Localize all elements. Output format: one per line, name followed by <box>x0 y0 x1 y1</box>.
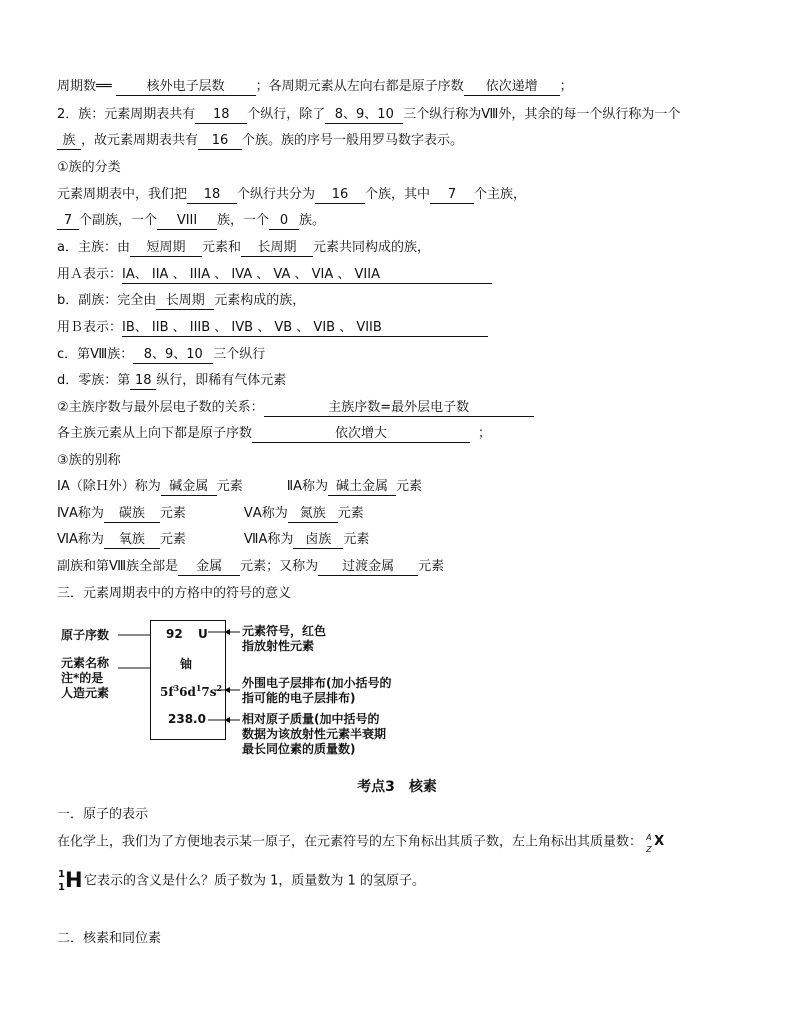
line-atomic-number-trend: 各主族元素从上向下都是原子序数 依次增大 ； <box>57 426 492 441</box>
line-subgroup-symbols: 用Ｂ表示：ⅠB、 IIB 、 IIIB 、 IVB 、 VB 、 VIB 、 VIIB <box>57 319 488 337</box>
cell-electron-config: $5f^36d^17s^2$ <box>160 683 223 699</box>
nuclide-symbol: A Z X <box>646 833 665 854</box>
section-cell-meaning: 三．元素周期表中的方格中的符号的意义 <box>57 586 292 601</box>
line-alias-3: ⅥA称为 氧族 元素 ⅦA称为 卤族 元素 <box>57 532 370 547</box>
line-atom-notation-desc: 在化学上，我们为了方便地表示某一原子，在元素符号的左下角标出其质子数，左上角标出其质量数： A Z X <box>57 833 668 852</box>
line-zero-group: d．零族：第 18 纵行，即稀有气体元素 <box>57 373 287 388</box>
line-alias-2: ⅣA称为 碳族 元素 ⅤA称为 氮族 元素 <box>57 506 364 521</box>
section-nuclide-isotope: 二．核素和同位素 <box>57 931 162 946</box>
line-subgroup-count: 7 个副族，一个 VIII 族，一个 0 族。 <box>57 212 325 230</box>
cell-atomic-mass: 238.0 <box>168 712 206 726</box>
note-symbol: 元素符号，红色 指放射性元素 <box>242 624 327 653</box>
line-subgroup: b．副族：完全由 长周期 元素构成的族， <box>57 293 306 308</box>
blank-electron-shells: 核外电子层数 <box>116 79 256 96</box>
section-group-classification: ①族的分类 <box>57 160 121 175</box>
label-atomic-number: 原子序数 <box>61 628 110 642</box>
blank-increasing: 依次递增 <box>464 79 560 96</box>
heading-nuclide: 考点3 核素 <box>357 779 437 795</box>
hydrogen-nuclide: 1 1 H <box>58 868 83 893</box>
line-group-division: 元素周期表中，我们把 18 个纵行共分为 16 个族，其中 7 个主族， <box>57 187 527 202</box>
line-period-number: 周期数══ 核外电子层数 ；各周期元素从左向右都是原子序数 依次递增 ； <box>57 79 573 94</box>
section-atom-notation: 一．原子的表示 <box>57 807 149 822</box>
section-group-aliases: ③族的别称 <box>57 453 121 468</box>
cell-symbol: U <box>198 627 208 641</box>
line-alias-1: ⅠA（除Ｈ外）称为 碱金属 元素 ⅡA称为 碱土金属 元素 <box>57 479 423 494</box>
cell-atomic-number: 92 <box>166 627 183 641</box>
line-group-viii: c．第Ⅷ族： 8、9、10 三个纵行 <box>57 347 266 362</box>
line-main-group: a．主族：由 短周期 元素和 长周期 元素共同构成的族， <box>57 240 430 255</box>
line-hydrogen-example: 1 1 H 它表示的含义是什么？质子数为 1，质量数为 1 的氢原子。 <box>58 868 425 893</box>
line-main-group-symbols: 用Ａ表示：ⅠA、 IIA 、 IIIA 、 IVA 、 VA 、 VIA 、 VIIA <box>57 266 492 284</box>
line-group-intro: 2．族：元素周期表共有 18 个纵行，除了 8、9、10 三个纵行称为Ⅷ外，其余的每一个纵行称为一个 <box>57 107 681 122</box>
line-group-electron-relation: ②主族序数与最外层电子数的关系： 主族序数=最外层电子数 <box>57 399 534 417</box>
cell-name: 铀 <box>180 657 193 671</box>
line-group-count: 族 ，故元素周期表共有 16 个族。族的序号一般用罗马数字表示。 <box>57 132 463 150</box>
note-atomic-mass: 相对原子质量(加中括号的 数据为该放射性元素半衰期 最长同位素的质量数) <box>242 712 387 756</box>
note-electron-config: 外围电子层排布(加小括号的 指可能的电子层排布) <box>242 676 392 705</box>
line-transition-metals: 副族和第Ⅷ族全部是 金属 元素；又称为 过渡金属 元素 <box>57 559 445 574</box>
label-element-name: 元素名称 注*的是 人造元素 <box>61 656 110 700</box>
